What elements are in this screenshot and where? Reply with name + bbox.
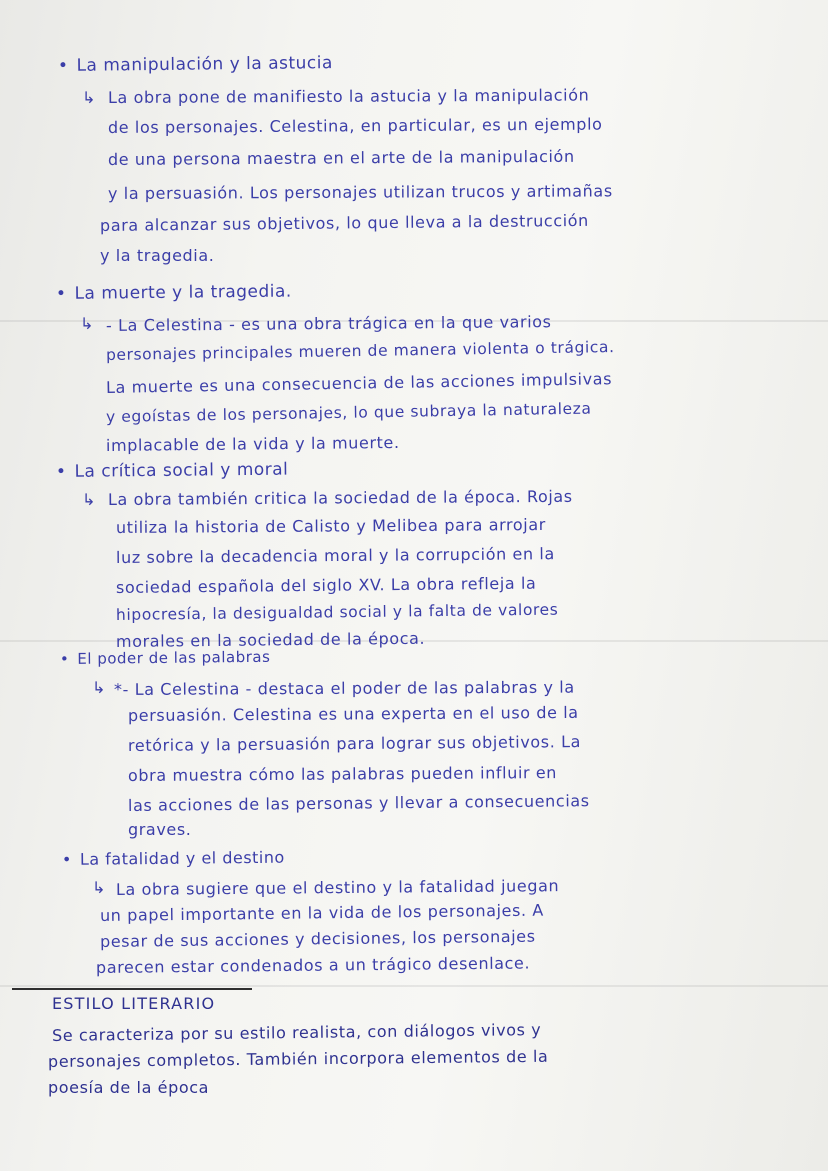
text-line: La muerte es una consecuencia de las acciones impulsivas — [105, 369, 613, 397]
section-heading — [58, 53, 333, 76]
heading-text: La fatalidad y el destino — [79, 847, 285, 869]
text-line: La obra también critica la sociedad de la época. Rojas — [107, 486, 573, 509]
section-heading — [56, 282, 292, 304]
text-line: - La Celestina - es una obra trágica en la que varios — [105, 312, 552, 335]
section-heading — [56, 460, 289, 482]
arrow-icon: ↳ — [92, 678, 106, 697]
heading-text: El poder de las palabras — [77, 647, 271, 668]
arrow-icon: ↳ — [80, 314, 94, 333]
bullet-icon: • — [59, 649, 70, 668]
heading-text: La manipulación y la astucia — [76, 53, 333, 76]
text-line: las acciones de las personas y llevar a consecuencias — [127, 791, 590, 815]
text-line: retórica y la persuasión para lograr sus objetivos. La — [127, 732, 582, 755]
heading-text: La crítica social y moral — [74, 459, 289, 482]
paper-fold — [0, 985, 828, 987]
heading-text: La muerte y la tragedia. — [74, 281, 292, 304]
arrow-icon: ↳ — [92, 878, 106, 897]
bullet-icon: • — [55, 461, 67, 482]
text-line: hipocresía, la desigualdad social y la falta de valores — [115, 600, 559, 624]
estilo-heading: ESTILO LITERARIO — [52, 994, 216, 1013]
text-line: de una persona maestra en el arte de la manipulación — [107, 146, 575, 169]
text-line: poesía de la época — [48, 1078, 210, 1097]
text-line: personajes principales mueren de manera violenta o trágica. — [105, 338, 615, 364]
text-line: implacable de la vida y la muerte. — [105, 432, 400, 455]
bullet-icon: • — [61, 849, 73, 869]
text-line: parecen estar condenados a un trágico desenlace. — [95, 953, 531, 977]
text-line: sociedad española del siglo XV. La obra refleja la — [115, 573, 537, 597]
section-heading — [62, 848, 285, 869]
text-line: *- La Celestina - destaca el poder de las palabras y la — [113, 677, 575, 699]
text-line: de los personajes. Celestina, en particular, es un ejemplo — [107, 114, 603, 137]
bullet-icon: • — [55, 283, 67, 304]
text-line: personajes completos. También incorpora elementos de la — [47, 1046, 549, 1071]
text-line: Se caracteriza por su estilo realista, con diálogos vivos y — [51, 1020, 542, 1045]
text-line: La obra sugiere que el destino y la fatalidad juegan — [115, 876, 560, 899]
text-line: La obra pone de manifiesto la astucia y la manipulación — [107, 85, 590, 107]
text-line: un papel importante en la vida de los personajes. A — [99, 900, 545, 925]
text-line: pesar de sus acciones y decisiones, los personajes — [99, 926, 536, 951]
arrow-icon: ↳ — [82, 490, 96, 509]
text-line: graves. — [128, 820, 192, 839]
text-line: persuasión. Celestina es una experta en el uso de la — [127, 702, 579, 725]
section-heading — [60, 648, 271, 668]
text-line: y egoístas de los personajes, lo que subraya la naturaleza — [105, 399, 592, 426]
text-line: obra muestra cómo las palabras pueden influir en — [127, 763, 558, 785]
text-line: y la tragedia. — [100, 246, 215, 265]
text-line: utiliza la historia de Calisto y Melibea para arrojar — [115, 514, 546, 537]
text-line: luz sobre la decadencia moral y la corrupción en la — [115, 544, 555, 567]
divider-rule — [12, 988, 252, 990]
text-line: morales en la sociedad de la época. — [115, 628, 426, 651]
arrow-icon: ↳ — [82, 88, 96, 107]
bullet-icon: • — [57, 55, 69, 76]
text-line: para alcanzar sus objetivos, lo que lleva a la destrucción — [99, 210, 589, 235]
text-line: y la persuasión. Los personajes utilizan trucos y artimañas — [107, 181, 613, 203]
